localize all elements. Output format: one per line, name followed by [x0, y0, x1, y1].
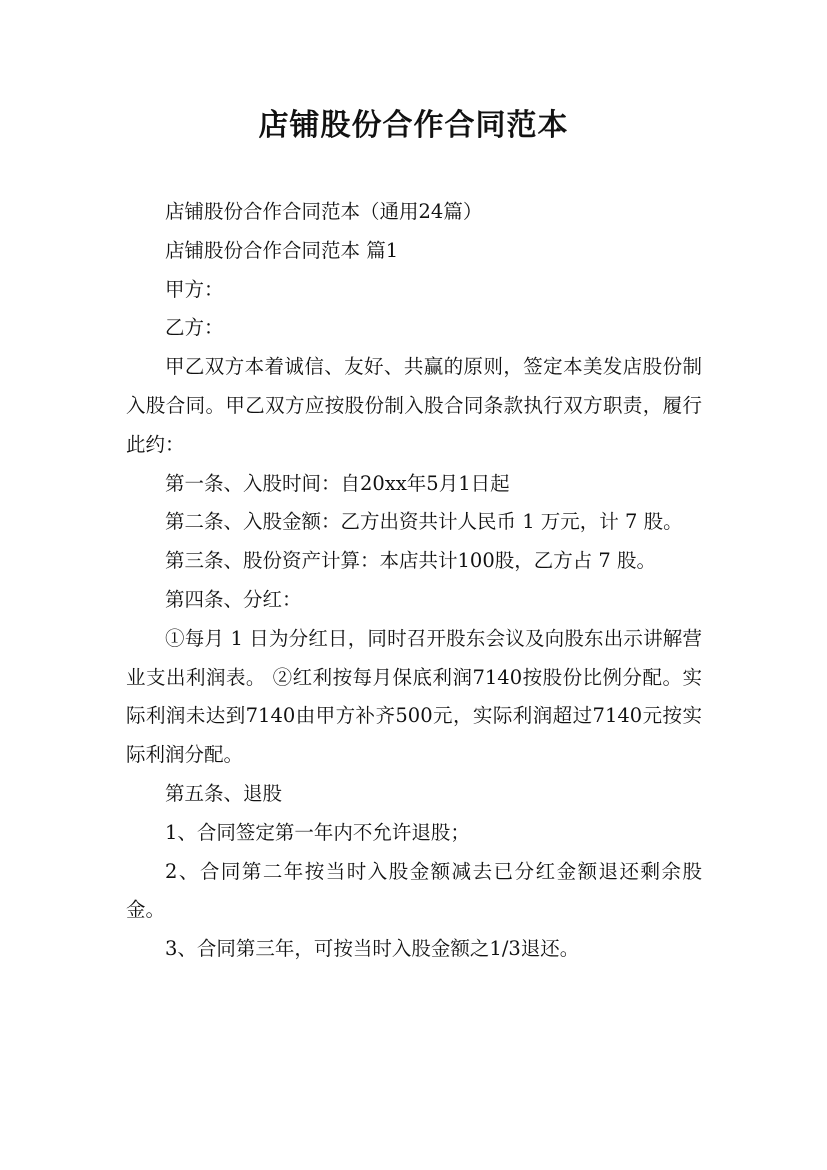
article-5-item-3: 3、合同第三年，可按当时入股金额之1/3退还。	[165, 937, 580, 961]
article-5-heading: 第五条、退股	[165, 781, 283, 805]
document-body	[126, 193, 702, 969]
party-b-line: 乙方：	[165, 316, 224, 340]
preamble-paragraph: 甲乙双方本着诚信、友好、共赢的原则，签定本美发店股份制入股合同。甲乙双方应按股份制入股合同条款执行双方职责，履行此约：	[126, 355, 702, 456]
article-2: 第二条、入股金额：乙方出资共计人民币 1 万元，计 7 股。	[165, 510, 683, 534]
article-3: 第三条、股份资产计算：本店共计100股，乙方占 7 股。	[165, 549, 657, 573]
party-a-line: 甲方：	[165, 277, 224, 301]
article-4-heading: 第四条、分红：	[165, 587, 302, 611]
subtitle-paragraph: 店铺股份合作合同范本（通用24篇）	[165, 200, 483, 223]
article-1: 第一条、入股时间：自20xx年5月1日起	[165, 471, 510, 495]
section-heading: 店铺股份合作合同范本 篇1	[165, 238, 399, 262]
document-title: 店铺股份合作合同范本	[258, 108, 569, 143]
article-5-item-2: 2、合同第二年按当时入股金额减去已分红金额退还剩余股金。	[126, 859, 702, 922]
article-4-body: ①每月 1 日为分红日，同时召开股东会议及向股东出示讲解营业支出利润表。 ②红利按每月保底利润7140按股份比例分配。实际利润未达到7140由甲方补齐500元，实际利润超过7140元按实际利润分配。	[126, 626, 702, 767]
article-5-item-1: 1、合同签定第一年内不允许退股；	[165, 820, 470, 844]
